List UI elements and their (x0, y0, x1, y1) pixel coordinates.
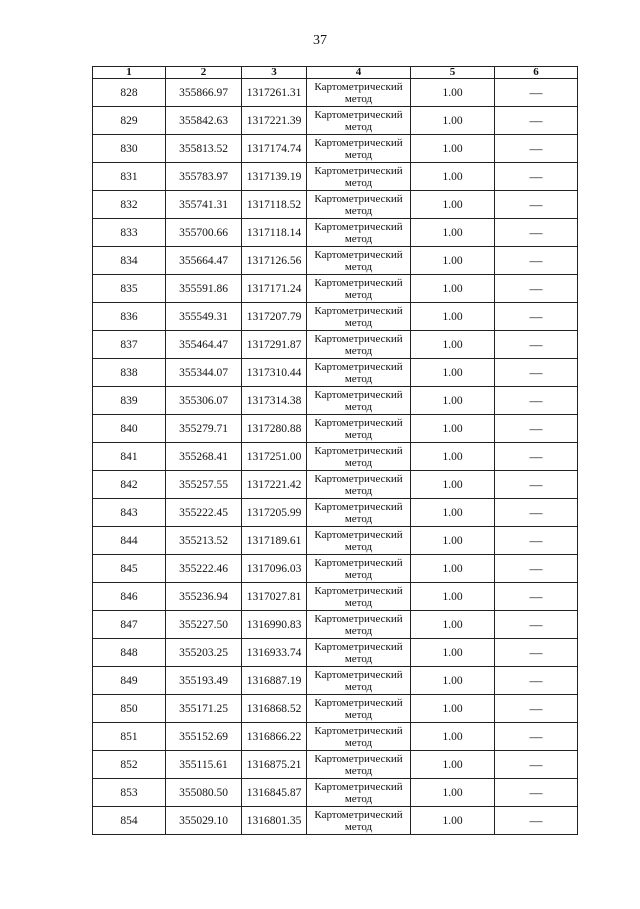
precision-cell: 1.00 (411, 135, 495, 163)
note-cell: — (495, 751, 578, 779)
method-cell: Картометрический метод (307, 191, 411, 219)
precision-cell: 1.00 (411, 247, 495, 275)
y-coordinate-cell: 1316933.74 (242, 639, 307, 667)
y-coordinate-cell: 1317118.52 (242, 191, 307, 219)
point-number-cell: 828 (93, 79, 166, 107)
column-header: 5 (411, 67, 495, 79)
method-cell: Картометрический метод (307, 667, 411, 695)
x-coordinate-cell: 355268.41 (166, 443, 242, 471)
table-row (93, 135, 578, 163)
point-number-cell: 842 (93, 471, 166, 499)
column-header: 6 (495, 67, 578, 79)
precision-cell: 1.00 (411, 415, 495, 443)
column-header: 3 (242, 67, 307, 79)
table-row (93, 751, 578, 779)
point-number-cell: 853 (93, 779, 166, 807)
y-coordinate-cell: 1316868.52 (242, 695, 307, 723)
precision-cell: 1.00 (411, 695, 495, 723)
x-coordinate-cell: 355549.31 (166, 303, 242, 331)
y-coordinate-cell: 1316990.83 (242, 611, 307, 639)
precision-cell: 1.00 (411, 499, 495, 527)
precision-cell: 1.00 (411, 387, 495, 415)
precision-cell: 1.00 (411, 639, 495, 667)
point-number-cell: 833 (93, 219, 166, 247)
y-coordinate-cell: 1316866.22 (242, 723, 307, 751)
precision-cell: 1.00 (411, 219, 495, 247)
x-coordinate-cell: 355152.69 (166, 723, 242, 751)
y-coordinate-cell: 1317096.03 (242, 555, 307, 583)
table-row (93, 359, 578, 387)
method-cell: Картометрический метод (307, 79, 411, 107)
precision-cell: 1.00 (411, 79, 495, 107)
method-cell: Картометрический метод (307, 443, 411, 471)
precision-cell: 1.00 (411, 331, 495, 359)
y-coordinate-cell: 1317310.44 (242, 359, 307, 387)
point-number-cell: 836 (93, 303, 166, 331)
point-number-cell: 843 (93, 499, 166, 527)
x-coordinate-cell: 355213.52 (166, 527, 242, 555)
y-coordinate-cell: 1317221.42 (242, 471, 307, 499)
point-number-cell: 837 (93, 331, 166, 359)
note-cell: — (495, 499, 578, 527)
table-row (93, 415, 578, 443)
x-coordinate-cell: 355029.10 (166, 807, 242, 835)
precision-cell: 1.00 (411, 779, 495, 807)
note-cell: — (495, 555, 578, 583)
point-number-cell: 831 (93, 163, 166, 191)
note-cell: — (495, 107, 578, 135)
table-row (93, 639, 578, 667)
table-row (93, 387, 578, 415)
table-row (93, 163, 578, 191)
column-header: 1 (93, 67, 166, 79)
precision-cell: 1.00 (411, 751, 495, 779)
x-coordinate-cell: 355222.46 (166, 555, 242, 583)
note-cell: — (495, 303, 578, 331)
point-number-cell: 850 (93, 695, 166, 723)
y-coordinate-cell: 1317027.81 (242, 583, 307, 611)
point-number-cell: 846 (93, 583, 166, 611)
table-row (93, 723, 578, 751)
note-cell: — (495, 527, 578, 555)
method-cell: Картометрический метод (307, 555, 411, 583)
x-coordinate-cell: 355866.97 (166, 79, 242, 107)
note-cell: — (495, 275, 578, 303)
precision-cell: 1.00 (411, 163, 495, 191)
point-number-cell: 852 (93, 751, 166, 779)
method-cell: Картометрический метод (307, 499, 411, 527)
table-row (93, 779, 578, 807)
table-row (93, 247, 578, 275)
note-cell: — (495, 79, 578, 107)
precision-cell: 1.00 (411, 275, 495, 303)
table-body (93, 79, 578, 835)
note-cell: — (495, 667, 578, 695)
method-cell: Картометрический метод (307, 359, 411, 387)
coordinates-table (92, 66, 578, 835)
precision-cell: 1.00 (411, 527, 495, 555)
note-cell: — (495, 247, 578, 275)
note-cell: — (495, 695, 578, 723)
point-number-cell: 840 (93, 415, 166, 443)
column-header: 2 (166, 67, 242, 79)
point-number-cell: 847 (93, 611, 166, 639)
note-cell: — (495, 639, 578, 667)
x-coordinate-cell: 355171.25 (166, 695, 242, 723)
point-number-cell: 841 (93, 443, 166, 471)
precision-cell: 1.00 (411, 667, 495, 695)
precision-cell: 1.00 (411, 807, 495, 835)
x-coordinate-cell: 355257.55 (166, 471, 242, 499)
x-coordinate-cell: 355080.50 (166, 779, 242, 807)
precision-cell: 1.00 (411, 303, 495, 331)
note-cell: — (495, 807, 578, 835)
x-coordinate-cell: 355193.49 (166, 667, 242, 695)
y-coordinate-cell: 1317205.99 (242, 499, 307, 527)
table-row (93, 303, 578, 331)
point-number-cell: 854 (93, 807, 166, 835)
table-row (93, 471, 578, 499)
note-cell: — (495, 723, 578, 751)
method-cell: Картометрический метод (307, 247, 411, 275)
table-row (93, 555, 578, 583)
point-number-cell: 829 (93, 107, 166, 135)
method-cell: Картометрический метод (307, 275, 411, 303)
point-number-cell: 832 (93, 191, 166, 219)
table-row (93, 219, 578, 247)
x-coordinate-cell: 355700.66 (166, 219, 242, 247)
x-coordinate-cell: 355227.50 (166, 611, 242, 639)
note-cell: — (495, 779, 578, 807)
table-row (93, 695, 578, 723)
note-cell: — (495, 359, 578, 387)
table-row (93, 807, 578, 835)
method-cell: Картометрический метод (307, 303, 411, 331)
point-number-cell: 830 (93, 135, 166, 163)
precision-cell: 1.00 (411, 583, 495, 611)
x-coordinate-cell: 355664.47 (166, 247, 242, 275)
note-cell: — (495, 135, 578, 163)
table-row (93, 331, 578, 359)
y-coordinate-cell: 1317251.00 (242, 443, 307, 471)
point-number-cell: 834 (93, 247, 166, 275)
column-header: 4 (307, 67, 411, 79)
y-coordinate-cell: 1317291.87 (242, 331, 307, 359)
table-row (93, 527, 578, 555)
x-coordinate-cell: 355306.07 (166, 387, 242, 415)
note-cell: — (495, 611, 578, 639)
note-cell: — (495, 415, 578, 443)
precision-cell: 1.00 (411, 107, 495, 135)
note-cell: — (495, 387, 578, 415)
x-coordinate-cell: 355236.94 (166, 583, 242, 611)
method-cell: Картометрический метод (307, 107, 411, 135)
note-cell: — (495, 163, 578, 191)
x-coordinate-cell: 355842.63 (166, 107, 242, 135)
x-coordinate-cell: 355344.07 (166, 359, 242, 387)
y-coordinate-cell: 1317261.31 (242, 79, 307, 107)
precision-cell: 1.00 (411, 471, 495, 499)
x-coordinate-cell: 355741.31 (166, 191, 242, 219)
method-cell: Картометрический метод (307, 751, 411, 779)
point-number-cell: 848 (93, 639, 166, 667)
point-number-cell: 838 (93, 359, 166, 387)
precision-cell: 1.00 (411, 555, 495, 583)
y-coordinate-cell: 1317221.39 (242, 107, 307, 135)
table-row (93, 79, 578, 107)
y-coordinate-cell: 1317314.38 (242, 387, 307, 415)
note-cell: — (495, 219, 578, 247)
table-header-row (93, 67, 578, 79)
x-coordinate-cell: 355203.25 (166, 639, 242, 667)
y-coordinate-cell: 1316801.35 (242, 807, 307, 835)
x-coordinate-cell: 355279.71 (166, 415, 242, 443)
method-cell: Картометрический метод (307, 527, 411, 555)
point-number-cell: 844 (93, 527, 166, 555)
method-cell: Картометрический метод (307, 639, 411, 667)
method-cell: Картометрический метод (307, 387, 411, 415)
precision-cell: 1.00 (411, 723, 495, 751)
method-cell: Картометрический метод (307, 219, 411, 247)
point-number-cell: 849 (93, 667, 166, 695)
page-number: 37 (313, 33, 327, 48)
y-coordinate-cell: 1317126.56 (242, 247, 307, 275)
method-cell: Картометрический метод (307, 695, 411, 723)
table-row (93, 275, 578, 303)
method-cell: Картометрический метод (307, 583, 411, 611)
y-coordinate-cell: 1317280.88 (242, 415, 307, 443)
point-number-cell: 835 (93, 275, 166, 303)
precision-cell: 1.00 (411, 359, 495, 387)
y-coordinate-cell: 1316887.19 (242, 667, 307, 695)
y-coordinate-cell: 1317174.74 (242, 135, 307, 163)
x-coordinate-cell: 355222.45 (166, 499, 242, 527)
note-cell: — (495, 583, 578, 611)
y-coordinate-cell: 1317118.14 (242, 219, 307, 247)
y-coordinate-cell: 1317207.79 (242, 303, 307, 331)
method-cell: Картометрический метод (307, 611, 411, 639)
note-cell: — (495, 471, 578, 499)
table-row (93, 107, 578, 135)
x-coordinate-cell: 355783.97 (166, 163, 242, 191)
table-row (93, 499, 578, 527)
x-coordinate-cell: 355115.61 (166, 751, 242, 779)
method-cell: Картометрический метод (307, 163, 411, 191)
table-row (93, 611, 578, 639)
method-cell: Картометрический метод (307, 779, 411, 807)
method-cell: Картометрический метод (307, 331, 411, 359)
point-number-cell: 839 (93, 387, 166, 415)
x-coordinate-cell: 355591.86 (166, 275, 242, 303)
table-row (93, 191, 578, 219)
y-coordinate-cell: 1317139.19 (242, 163, 307, 191)
x-coordinate-cell: 355464.47 (166, 331, 242, 359)
method-cell: Картометрический метод (307, 471, 411, 499)
table-row (93, 583, 578, 611)
precision-cell: 1.00 (411, 611, 495, 639)
method-cell: Картометрический метод (307, 807, 411, 835)
point-number-cell: 851 (93, 723, 166, 751)
note-cell: — (495, 331, 578, 359)
table-row (93, 443, 578, 471)
y-coordinate-cell: 1316875.21 (242, 751, 307, 779)
precision-cell: 1.00 (411, 443, 495, 471)
note-cell: — (495, 443, 578, 471)
table-row (93, 667, 578, 695)
method-cell: Картометрический метод (307, 723, 411, 751)
x-coordinate-cell: 355813.52 (166, 135, 242, 163)
method-cell: Картометрический метод (307, 135, 411, 163)
y-coordinate-cell: 1316845.87 (242, 779, 307, 807)
precision-cell: 1.00 (411, 191, 495, 219)
y-coordinate-cell: 1317189.61 (242, 527, 307, 555)
method-cell: Картометрический метод (307, 415, 411, 443)
point-number-cell: 845 (93, 555, 166, 583)
y-coordinate-cell: 1317171.24 (242, 275, 307, 303)
note-cell: — (495, 191, 578, 219)
